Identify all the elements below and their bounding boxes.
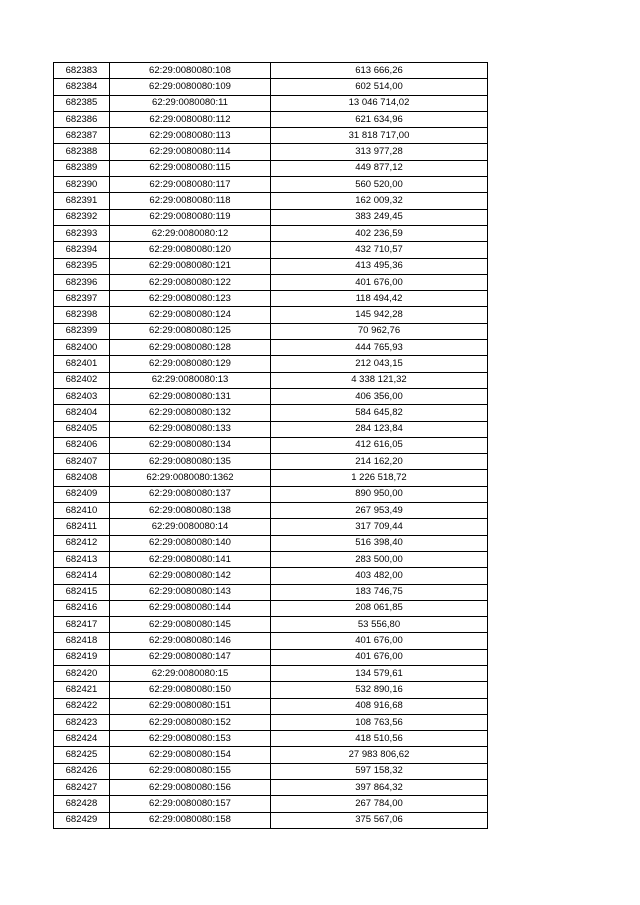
table-row bbox=[54, 177, 488, 193]
cadastral-number-cell: 62:29:0080080:150 bbox=[110, 682, 271, 698]
cadastral-value-cell: 418 510,56 bbox=[271, 731, 488, 747]
cadastral-value-cell: 317 709,44 bbox=[271, 519, 488, 535]
table-row bbox=[54, 193, 488, 209]
table-row bbox=[54, 388, 488, 404]
cadastral-number-cell: 62:29:0080080:112 bbox=[110, 111, 271, 127]
row-number-cell: 682393 bbox=[54, 225, 110, 241]
table-row bbox=[54, 437, 488, 453]
row-number-cell: 682429 bbox=[54, 812, 110, 828]
row-number-cell: 682402 bbox=[54, 372, 110, 388]
cadastral-number-cell: 62:29:0080080:131 bbox=[110, 388, 271, 404]
cadastral-number-cell: 62:29:0080080:123 bbox=[110, 291, 271, 307]
cadastral-number-cell: 62:29:0080080:135 bbox=[110, 454, 271, 470]
row-number-cell: 682395 bbox=[54, 258, 110, 274]
row-number-cell: 682413 bbox=[54, 551, 110, 567]
table-row bbox=[54, 503, 488, 519]
table-row bbox=[54, 682, 488, 698]
cadastral-number-cell: 62:29:0080080:124 bbox=[110, 307, 271, 323]
row-number-cell: 682390 bbox=[54, 177, 110, 193]
table-row bbox=[54, 617, 488, 633]
row-number-cell: 682423 bbox=[54, 714, 110, 730]
table-row bbox=[54, 470, 488, 486]
cadastral-value-cell: 31 818 717,00 bbox=[271, 128, 488, 144]
row-number-cell: 682408 bbox=[54, 470, 110, 486]
cadastral-number-cell: 62:29:0080080:157 bbox=[110, 796, 271, 812]
table-row bbox=[54, 763, 488, 779]
row-number-cell: 682385 bbox=[54, 95, 110, 111]
row-number-cell: 682403 bbox=[54, 388, 110, 404]
row-number-cell: 682415 bbox=[54, 584, 110, 600]
cadastral-value-cell: 313 977,28 bbox=[271, 144, 488, 160]
row-number-cell: 682392 bbox=[54, 209, 110, 225]
cadastral-value-cell: 401 676,00 bbox=[271, 274, 488, 290]
table-row bbox=[54, 535, 488, 551]
cadastral-value-cell: 134 579,61 bbox=[271, 665, 488, 681]
row-number-cell: 682422 bbox=[54, 698, 110, 714]
row-number-cell: 682399 bbox=[54, 323, 110, 339]
cadastral-value-cell: 613 666,26 bbox=[271, 63, 488, 79]
row-number-cell: 682427 bbox=[54, 780, 110, 796]
table-row bbox=[54, 796, 488, 812]
table-row bbox=[54, 79, 488, 95]
table-row bbox=[54, 258, 488, 274]
row-number-cell: 682388 bbox=[54, 144, 110, 160]
cadastral-number-cell: 62:29:0080080:129 bbox=[110, 356, 271, 372]
cadastral-number-cell: 62:29:0080080:128 bbox=[110, 340, 271, 356]
table-row bbox=[54, 340, 488, 356]
cadastral-number-cell: 62:29:0080080:125 bbox=[110, 323, 271, 339]
row-number-cell: 682420 bbox=[54, 665, 110, 681]
cadastral-number-cell: 62:29:0080080:122 bbox=[110, 274, 271, 290]
row-number-cell: 682428 bbox=[54, 796, 110, 812]
table-row bbox=[54, 111, 488, 127]
table-row bbox=[54, 633, 488, 649]
cadastral-number-cell: 62:29:0080080:141 bbox=[110, 551, 271, 567]
row-number-cell: 682391 bbox=[54, 193, 110, 209]
cadastral-value-cell: 214 162,20 bbox=[271, 454, 488, 470]
cadastral-number-cell: 62:29:0080080:114 bbox=[110, 144, 271, 160]
cadastral-number-cell: 62:29:0080080:158 bbox=[110, 812, 271, 828]
row-number-cell: 682411 bbox=[54, 519, 110, 535]
cadastral-number-cell: 62:29:0080080:134 bbox=[110, 437, 271, 453]
cadastral-value-cell: 584 645,82 bbox=[271, 405, 488, 421]
cadastral-number-cell: 62:29:0080080:155 bbox=[110, 763, 271, 779]
row-number-cell: 682414 bbox=[54, 568, 110, 584]
cadastral-value-cell: 284 123,84 bbox=[271, 421, 488, 437]
cadastral-value-cell: 602 514,00 bbox=[271, 79, 488, 95]
cadastral-value-cell: 375 567,06 bbox=[271, 812, 488, 828]
row-number-cell: 682418 bbox=[54, 633, 110, 649]
cadastral-value-cell: 412 616,05 bbox=[271, 437, 488, 453]
row-number-cell: 682416 bbox=[54, 600, 110, 616]
row-number-cell: 682386 bbox=[54, 111, 110, 127]
table-row bbox=[54, 812, 488, 828]
cadastral-number-cell: 62:29:0080080:121 bbox=[110, 258, 271, 274]
cadastral-value-cell: 13 046 714,02 bbox=[271, 95, 488, 111]
cadastral-value-cell: 267 953,49 bbox=[271, 503, 488, 519]
cadastral-number-cell: 62:29:0080080:146 bbox=[110, 633, 271, 649]
cadastral-number-cell: 62:29:0080080:145 bbox=[110, 617, 271, 633]
table-row bbox=[54, 209, 488, 225]
cadastral-value-cell: 401 676,00 bbox=[271, 633, 488, 649]
cadastral-value-cell: 432 710,57 bbox=[271, 242, 488, 258]
cadastral-number-cell: 62:29:0080080:142 bbox=[110, 568, 271, 584]
table-row bbox=[54, 307, 488, 323]
row-number-cell: 682405 bbox=[54, 421, 110, 437]
cadastral-value-cell: 516 398,40 bbox=[271, 535, 488, 551]
table-row bbox=[54, 551, 488, 567]
cadastral-value-cell: 449 877,12 bbox=[271, 160, 488, 176]
cadastral-number-cell: 62:29:0080080:138 bbox=[110, 503, 271, 519]
cadastral-value-cell: 118 494,42 bbox=[271, 291, 488, 307]
cadastral-number-cell: 62:29:0080080:118 bbox=[110, 193, 271, 209]
cadastral-value-cell: 401 676,00 bbox=[271, 649, 488, 665]
table-row bbox=[54, 291, 488, 307]
cadastral-number-cell: 62:29:0080080:15 bbox=[110, 665, 271, 681]
cadastral-value-cell: 70 962,76 bbox=[271, 323, 488, 339]
cadastral-number-cell: 62:29:0080080:14 bbox=[110, 519, 271, 535]
table-row bbox=[54, 600, 488, 616]
cadastral-number-cell: 62:29:0080080:153 bbox=[110, 731, 271, 747]
cadastral-value-cell: 532 890,16 bbox=[271, 682, 488, 698]
cadastral-value-cell: 560 520,00 bbox=[271, 177, 488, 193]
table-row bbox=[54, 160, 488, 176]
cadastral-value-cell: 108 763,56 bbox=[271, 714, 488, 730]
cadastral-value-cell: 621 634,96 bbox=[271, 111, 488, 127]
row-number-cell: 682384 bbox=[54, 79, 110, 95]
table-row bbox=[54, 372, 488, 388]
cadastral-number-cell: 62:29:0080080:133 bbox=[110, 421, 271, 437]
cadastral-value-cell: 597 158,32 bbox=[271, 763, 488, 779]
row-number-cell: 682394 bbox=[54, 242, 110, 258]
table-row bbox=[54, 63, 488, 79]
row-number-cell: 682412 bbox=[54, 535, 110, 551]
cadastral-value-cell: 444 765,93 bbox=[271, 340, 488, 356]
row-number-cell: 682407 bbox=[54, 454, 110, 470]
table-row bbox=[54, 714, 488, 730]
table-row bbox=[54, 95, 488, 111]
cadastral-value-cell: 890 950,00 bbox=[271, 486, 488, 502]
cadastral-value-cell: 4 338 121,32 bbox=[271, 372, 488, 388]
row-number-cell: 682398 bbox=[54, 307, 110, 323]
cadastral-number-cell: 62:29:0080080:156 bbox=[110, 780, 271, 796]
table-row bbox=[54, 519, 488, 535]
cadastral-number-cell: 62:29:0080080:11 bbox=[110, 95, 271, 111]
table-row bbox=[54, 584, 488, 600]
row-number-cell: 682400 bbox=[54, 340, 110, 356]
cadastral-value-cell: 403 482,00 bbox=[271, 568, 488, 584]
row-number-cell: 682421 bbox=[54, 682, 110, 698]
row-number-cell: 682424 bbox=[54, 731, 110, 747]
cadastral-number-cell: 62:29:0080080:140 bbox=[110, 535, 271, 551]
cadastral-value-cell: 208 061,85 bbox=[271, 600, 488, 616]
cadastral-number-cell: 62:29:0080080:115 bbox=[110, 160, 271, 176]
row-number-cell: 682397 bbox=[54, 291, 110, 307]
table-row bbox=[54, 356, 488, 372]
table-row bbox=[54, 454, 488, 470]
table-row bbox=[54, 486, 488, 502]
table-row bbox=[54, 649, 488, 665]
row-number-cell: 682410 bbox=[54, 503, 110, 519]
table-row bbox=[54, 405, 488, 421]
row-number-cell: 682383 bbox=[54, 63, 110, 79]
cadastral-number-cell: 62:29:0080080:108 bbox=[110, 63, 271, 79]
table-row bbox=[54, 421, 488, 437]
row-number-cell: 682419 bbox=[54, 649, 110, 665]
cadastral-value-cell: 397 864,32 bbox=[271, 780, 488, 796]
row-number-cell: 682406 bbox=[54, 437, 110, 453]
table-row bbox=[54, 731, 488, 747]
table-row bbox=[54, 323, 488, 339]
cadastral-number-cell: 62:29:0080080:147 bbox=[110, 649, 271, 665]
cadastral-number-cell: 62:29:0080080:117 bbox=[110, 177, 271, 193]
cadastral-number-cell: 62:29:0080080:109 bbox=[110, 79, 271, 95]
table-row bbox=[54, 780, 488, 796]
table-row bbox=[54, 242, 488, 258]
row-number-cell: 682425 bbox=[54, 747, 110, 763]
row-number-cell: 682396 bbox=[54, 274, 110, 290]
row-number-cell: 682409 bbox=[54, 486, 110, 502]
row-number-cell: 682404 bbox=[54, 405, 110, 421]
table-row bbox=[54, 274, 488, 290]
row-number-cell: 682426 bbox=[54, 763, 110, 779]
cadastral-value-cell: 1 226 518,72 bbox=[271, 470, 488, 486]
cadastral-number-cell: 62:29:0080080:132 bbox=[110, 405, 271, 421]
cadastral-value-cell: 162 009,32 bbox=[271, 193, 488, 209]
cadastral-value-cell: 183 746,75 bbox=[271, 584, 488, 600]
cadastral-value-cell: 283 500,00 bbox=[271, 551, 488, 567]
cadastral-value-cell: 406 356,00 bbox=[271, 388, 488, 404]
cadastral-number-cell: 62:29:0080080:119 bbox=[110, 209, 271, 225]
table-row bbox=[54, 698, 488, 714]
table-row bbox=[54, 747, 488, 763]
cadastral-value-cell: 408 916,68 bbox=[271, 698, 488, 714]
table-row bbox=[54, 665, 488, 681]
table-row bbox=[54, 225, 488, 241]
cadastral-number-cell: 62:29:0080080:1362 bbox=[110, 470, 271, 486]
cadastral-value-cell: 383 249,45 bbox=[271, 209, 488, 225]
table-row bbox=[54, 568, 488, 584]
table-body bbox=[54, 63, 488, 829]
row-number-cell: 682401 bbox=[54, 356, 110, 372]
table-row bbox=[54, 144, 488, 160]
table-row bbox=[54, 128, 488, 144]
cadastral-value-cell: 413 495,36 bbox=[271, 258, 488, 274]
cadastral-value-cell: 212 043,15 bbox=[271, 356, 488, 372]
cadastral-value-cell: 267 784,00 bbox=[271, 796, 488, 812]
cadastral-number-cell: 62:29:0080080:137 bbox=[110, 486, 271, 502]
row-number-cell: 682387 bbox=[54, 128, 110, 144]
cadastral-number-cell: 62:29:0080080:113 bbox=[110, 128, 271, 144]
cadastral-number-cell: 62:29:0080080:13 bbox=[110, 372, 271, 388]
row-number-cell: 682389 bbox=[54, 160, 110, 176]
cadastral-number-cell: 62:29:0080080:151 bbox=[110, 698, 271, 714]
cadastral-number-cell: 62:29:0080080:143 bbox=[110, 584, 271, 600]
cadastral-value-table bbox=[53, 62, 488, 829]
cadastral-number-cell: 62:29:0080080:144 bbox=[110, 600, 271, 616]
cadastral-value-cell: 402 236,59 bbox=[271, 225, 488, 241]
cadastral-value-cell: 27 983 806,62 bbox=[271, 747, 488, 763]
cadastral-number-cell: 62:29:0080080:12 bbox=[110, 225, 271, 241]
row-number-cell: 682417 bbox=[54, 617, 110, 633]
cadastral-value-cell: 53 556,80 bbox=[271, 617, 488, 633]
cadastral-number-cell: 62:29:0080080:152 bbox=[110, 714, 271, 730]
cadastral-number-cell: 62:29:0080080:154 bbox=[110, 747, 271, 763]
cadastral-number-cell: 62:29:0080080:120 bbox=[110, 242, 271, 258]
cadastral-value-cell: 145 942,28 bbox=[271, 307, 488, 323]
